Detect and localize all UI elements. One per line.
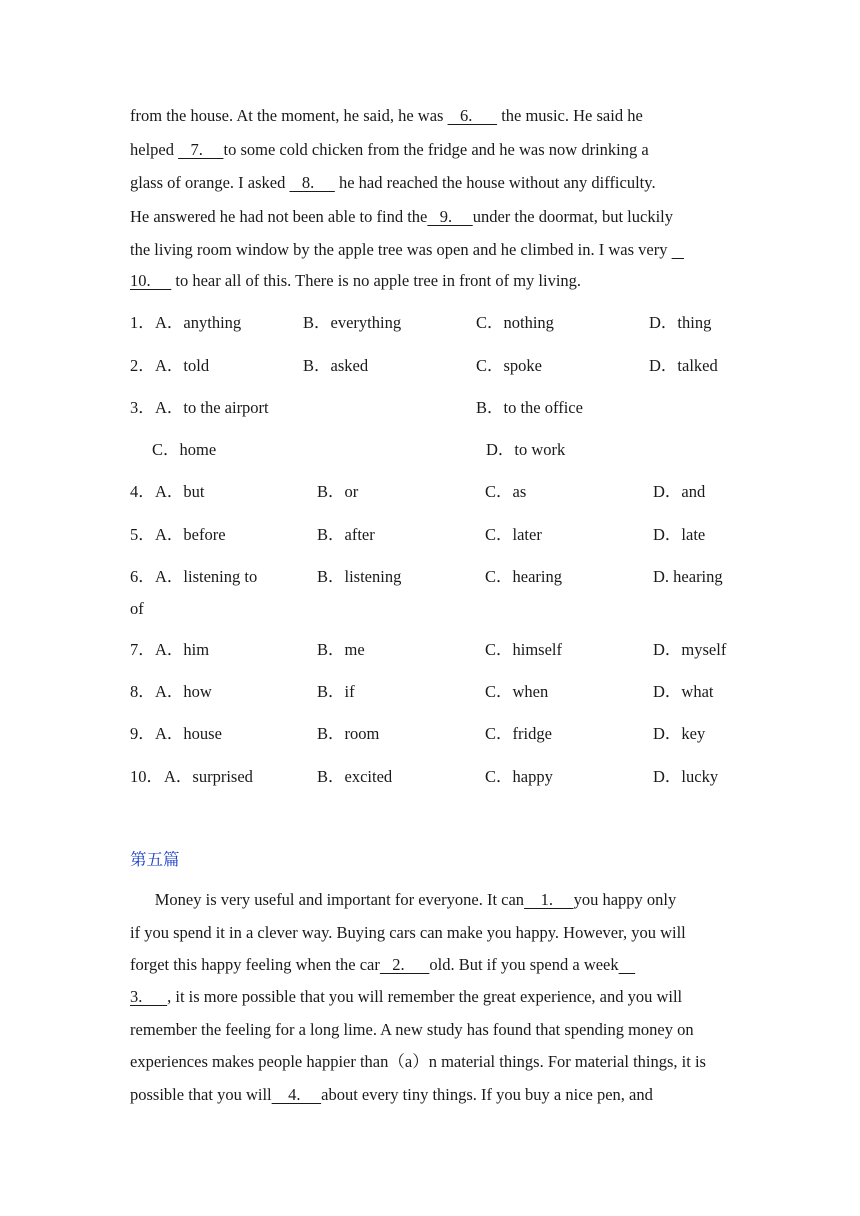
blank-2: 2. [379,955,430,974]
option-d: D．myself [653,640,727,659]
option-b: B．to the office [476,398,583,417]
option-c: C．when [485,682,549,701]
passage-text: helped [130,140,179,159]
passage-line [130,206,673,228]
question-number: 3． [130,398,155,417]
passage-text: to hear all of this. There is no apple tree in front of my living. [171,271,582,290]
question-number: 10． [130,767,163,786]
passage-text: the music. He said he [497,106,643,125]
option-b: B．or [317,482,359,501]
option-d: D．to work [486,440,566,459]
passage-text: the living room window by the apple tree was open and he climbed in. I was very [130,240,672,259]
passage-text: he had reached the house without any difficulty. [334,173,656,192]
passage-line [130,922,686,944]
option-c: C．spoke [476,356,542,375]
blank-7: 7. [178,140,224,159]
passage-text: under the doormat, but luckily [472,207,673,226]
question-number: 2． [130,356,155,375]
passage-text: , it is more possible that you will remember the great experience, and you will [167,987,683,1006]
passage-line [130,239,684,261]
option-a: A．to the airport [155,398,269,417]
blank-8: 8. [289,173,335,192]
option-d: D．and [653,482,706,501]
passage-line [130,1084,653,1106]
option-a: A．surprised [164,767,253,786]
question-number: 9． [130,724,155,743]
option-a: A．told [155,356,210,375]
passage-text: possible that you will [130,1085,272,1104]
option-c: C．himself [485,640,562,659]
option-b: B．if [317,682,355,701]
question-number: 6． [130,567,155,586]
passage-line [130,1051,706,1073]
passage-text: about every tiny things. If you buy a nice pen, and [321,1085,653,1104]
option-c: C．hearing [485,567,562,586]
option-d: D．late [653,525,706,544]
option-b: B．excited [317,767,393,786]
option-c: C．nothing [476,313,554,332]
blank-9: 9. [427,207,473,226]
option-a: A．before [155,525,226,544]
passage-text: old. But if you spend a week [429,955,619,974]
passage-text: experiences makes people happier than（a）n material things. For material things, it is [130,1052,706,1071]
passage-text: you happy only [573,890,677,909]
option-a: A．anything [155,313,242,332]
passage-line [130,986,682,1008]
option-d: D．key [653,724,706,743]
option-b: B．me [317,640,365,659]
option-a: A．house [155,724,222,743]
blank-1: 1. [524,890,574,909]
option-a: A．him [155,640,210,659]
passage-line [130,270,581,292]
passage-text: if you spend it in a clever way. Buying cars can make you happy. However, you will [130,923,686,942]
option-d: D．lucky [653,767,719,786]
option-c: C．later [485,525,542,544]
passage-line [130,954,635,976]
passage-line [130,889,676,911]
blank-10-start [672,240,684,259]
question-number: 1． [130,313,155,332]
blank-4: 4. [271,1085,322,1104]
option-b: B．listening [317,567,402,586]
question-number: 8． [130,682,155,701]
question-number: 7． [130,640,155,659]
option-b: B．everything [303,313,402,332]
option-c: C．home [152,440,217,459]
passage-line [130,139,649,161]
option-b: B．room [317,724,380,743]
passage-text: from the house. At the moment, he said, he was [130,106,448,125]
passage-text: forget this happy feeling when the car [130,955,380,974]
option-c: C．as [485,482,527,501]
passage-text: Money is very useful and important for everyone. It can [130,890,525,909]
option-d: D．what [653,682,714,701]
passage-line [130,172,656,194]
option-d: D．thing [649,313,712,332]
option-d: D. hearing [653,567,723,586]
option-c: C．happy [485,767,553,786]
question-number: 5． [130,525,155,544]
question-number: 4． [130,482,155,501]
passage-text: to some cold chicken from the fridge and he was now drinking a [223,140,649,159]
option-b: B．asked [303,356,369,375]
section-heading: 第五篇 [130,850,180,869]
blank-10: 10. [130,271,172,290]
passage-line [130,105,730,127]
option-b: B．after [317,525,375,544]
passage-text: remember the feeling for a long lime. A new study has found that spending money on [130,1020,694,1039]
blank-3: 3. [130,987,168,1006]
blank-3-start [619,955,636,974]
passage-line [130,1019,694,1041]
passage-text: He answered he had not been able to find the [130,207,428,226]
option-a: A．but [155,482,205,501]
option-d: D．talked [649,356,718,375]
option-a: A．how [155,682,212,701]
option-c: C．fridge [485,724,552,743]
option-d-wrap: of [130,599,144,618]
blank-6: 6. [447,106,498,125]
option-a: A．listening to [155,567,258,586]
passage-text: glass of orange. I asked [130,173,290,192]
